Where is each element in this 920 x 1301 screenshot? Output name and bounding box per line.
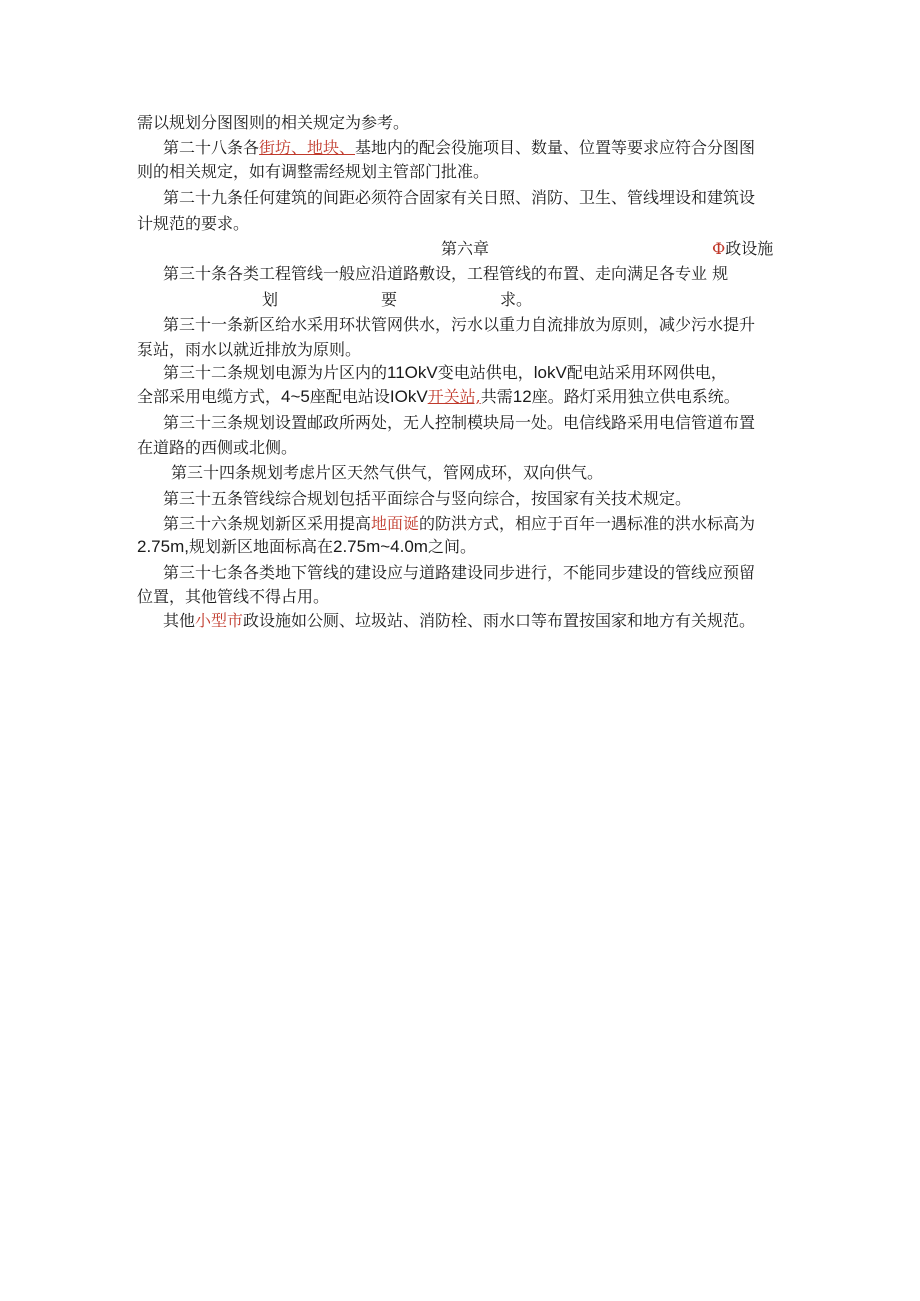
- value-text: lokV: [533, 363, 567, 382]
- value-text: 2.75m,: [137, 537, 189, 556]
- text-segment: 全部采用电缆方式，: [137, 387, 282, 406]
- article-36-line-2: [137, 536, 476, 558]
- article-28-line-1: [163, 137, 755, 159]
- text-segment: 第三十一条新区给水采用环状管网供水，污水以重力自流排放为原则，减少污水提升: [163, 315, 756, 334]
- text-segment: 第六章: [441, 239, 490, 258]
- value-text: 12: [512, 387, 532, 406]
- text-segment: 规划新区地面标高在: [188, 537, 333, 556]
- text-segment: 座配电站设: [309, 387, 390, 406]
- text-segment: 计规范的要求。: [137, 214, 250, 233]
- article-29-line-1: [163, 187, 755, 209]
- article-35-line: [163, 488, 691, 510]
- text-segment: 划: [262, 290, 279, 309]
- text-segment: 需以规划分图图则的相关规定为参考。: [137, 113, 410, 132]
- text-segment: 第三十七条各类地下管线的建设应与道路建设同步进行，不能同步建设的管线应预留: [163, 563, 756, 582]
- text-segment: 政设施如公厕、垃圾站、消防栓、雨水口等布置按国家和地方有关规范。: [243, 611, 756, 630]
- text-segment: 第三十条各类工程管线一般应沿道路敷设，工程管线的布置、走向满足各专业 规: [163, 264, 729, 283]
- article-32-line-2: [137, 386, 740, 408]
- text-segment: 在道路的西侧或北侧。: [137, 438, 298, 457]
- text-segment: 配电站采用环网供电，: [566, 363, 727, 382]
- value-text: IOkV: [389, 387, 428, 406]
- text-segment: 要: [381, 290, 398, 309]
- article-30-line-2: [262, 289, 278, 311]
- other-facilities-line: [163, 610, 755, 632]
- text-segment: 基地内的配会役施项目、数量、位置等要求应符合分图图: [355, 138, 756, 157]
- article-30-line-2-mid: [381, 289, 397, 311]
- article-37-line-1: [163, 562, 755, 584]
- chapter-heading-label: [441, 238, 489, 260]
- text-segment: 第二十八条各: [163, 138, 260, 157]
- text-segment: 第三十四条规划考虑片区天然气供气，管网成环，双向供气。: [171, 463, 604, 482]
- article-30-line-1: [163, 263, 728, 285]
- article-28-line-2: [137, 161, 489, 183]
- article-33-line-1: [163, 412, 755, 434]
- text-segment: 的防洪方式，相应于百年一遇标准的洪水标高为: [419, 514, 756, 533]
- highlighted-glyph: Ф: [712, 239, 726, 258]
- article-29-line-2: [137, 213, 249, 235]
- article-32-line-1: [163, 362, 727, 384]
- highlighted-term: 地面诞: [371, 514, 420, 533]
- text-segment: 变电站供电，: [437, 363, 534, 382]
- text-segment: 求。: [500, 290, 533, 309]
- text-segment: 泵站，雨水以就近排放为原则。: [137, 340, 362, 359]
- article-36-line-1: [163, 513, 755, 535]
- article-37-line-2: [137, 586, 329, 608]
- text-segment: 座。路灯采用独立供电系统。: [531, 387, 740, 406]
- text-segment: 第三十六条规划新区采用提高: [163, 514, 372, 533]
- text-segment: 政设施: [725, 239, 774, 258]
- text-segment: 则的相关规定，如有调整需经规划主管部门批准。: [137, 162, 490, 181]
- text-segment: 之间。: [427, 537, 476, 556]
- highlighted-term: 小型市: [195, 611, 244, 630]
- article-31-line-2: [137, 339, 361, 361]
- text-line-1: [137, 112, 409, 134]
- article-33-line-2: [137, 437, 297, 459]
- text-segment: 第二十九条任何建筑的间距必须符合固家有关日照、消防、卫生、管线埋设和建筑设: [163, 188, 756, 207]
- value-text: 4~5: [281, 387, 310, 406]
- text-segment: 第三十二条规划电源为片区内的: [163, 363, 388, 382]
- text-segment: 共需: [480, 387, 513, 406]
- article-34-line: [171, 462, 603, 484]
- article-31-line-1: [163, 314, 755, 336]
- text-segment: 第三十五条管线综合规划包括平面综合与竖向综合，按国家有关技术规定。: [163, 489, 692, 508]
- article-30-line-2-end: [500, 289, 532, 311]
- text-segment: 位置，其他管线不得占用。: [137, 587, 330, 606]
- highlighted-term: 街坊、地块、: [259, 138, 356, 157]
- text-segment: 第三十三条规划设置邮政所两处，无人控制模块局一处。电信线路采用电信管道布置: [163, 413, 756, 432]
- value-text: 11OkV: [387, 363, 438, 382]
- chapter-heading-title: [712, 238, 773, 260]
- highlighted-term: 开关站,: [427, 387, 481, 406]
- value-text: 2.75m~4.0m: [333, 537, 428, 556]
- text-segment: 其他: [163, 611, 196, 630]
